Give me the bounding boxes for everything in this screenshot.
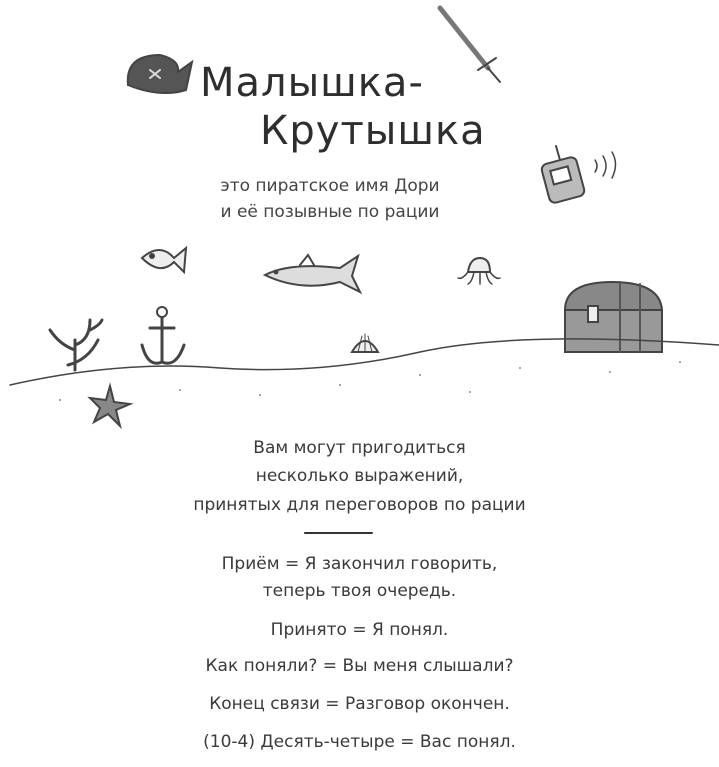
treasure-chest-icon: [565, 282, 662, 352]
starfish-icon: [90, 386, 130, 426]
octopus-icon: [458, 258, 500, 284]
phrase-ten-four: (10-4) Десять-четыре = Вас понял.: [203, 732, 516, 752]
pirate-hat-icon: [128, 55, 192, 93]
phrase-over-and-out: Конец связи = Разговор окончен.: [209, 694, 510, 714]
phrase-roger: Принято = Я понял.: [270, 620, 449, 640]
title-line-1: Малышка-: [200, 60, 424, 106]
intro-line-1: Вам могут пригодиться: [253, 438, 466, 458]
fish-icon: [142, 248, 186, 272]
sword-icon: [440, 8, 500, 82]
phrase-over-line-1: Приём = Я закончил говорить,: [221, 554, 498, 574]
subtitle-line-2: и её позывные по рации: [220, 202, 440, 222]
subtitle-line-1: это пиратское имя Дори: [220, 176, 440, 196]
phrase-copy: Как поняли? = Вы меня слышали?: [205, 656, 514, 676]
shell-icon: [352, 334, 378, 352]
shark-icon: [265, 255, 360, 292]
intro-line-2: несколько выражений,: [255, 466, 464, 486]
coral-icon: [50, 320, 102, 370]
anchor-icon: [142, 307, 184, 363]
phrase-over-line-2: теперь твоя очередь.: [262, 581, 457, 601]
intro-line-3: принятых для переговоров по рации: [193, 495, 526, 515]
walkie-talkie-icon: [540, 146, 615, 204]
title-line-2: Крутышка: [260, 108, 486, 154]
